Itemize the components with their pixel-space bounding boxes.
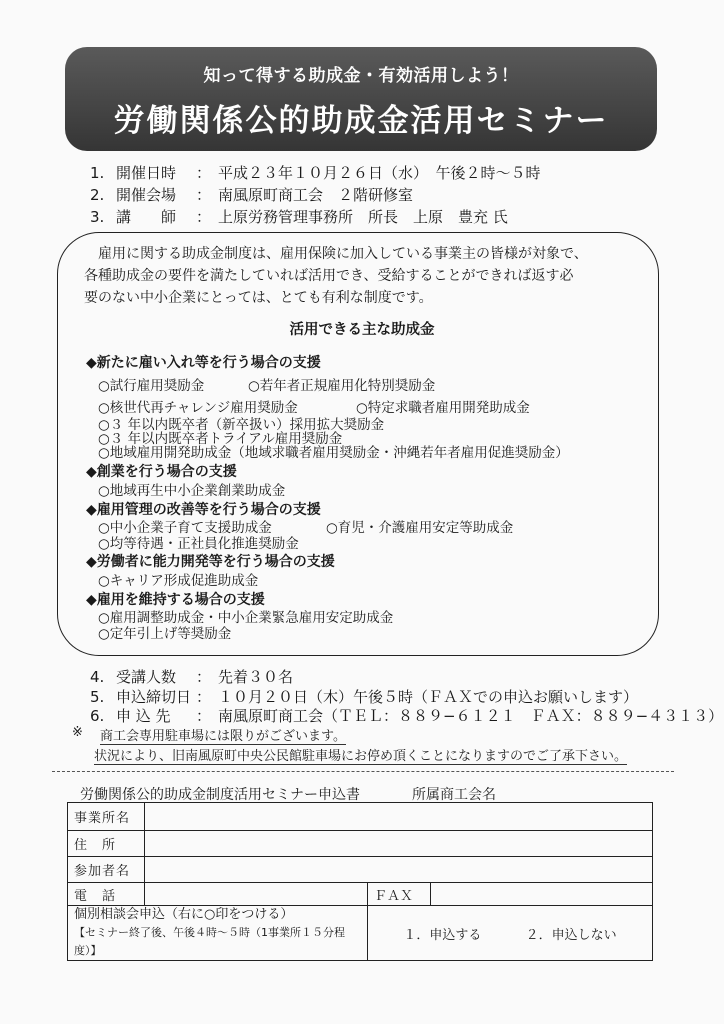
detail-apply-to: 6. 申 込 先 ： 南風原町商工会（ＴＥＬ：８８９−６１２１ ＦＡＸ：８８９−４３１３） — [90, 707, 724, 725]
category-heading: ◆雇用管理の改善等を行う場合の支援 — [86, 502, 321, 518]
detail-value: 上原労務管理事務所 所長 上原 豊充 氏 — [218, 208, 508, 226]
participant-field[interactable] — [145, 857, 653, 883]
banner-subtitle: 知って得する助成金・有効活用しよう！ — [203, 66, 519, 86]
detail-label: 講 師 — [116, 208, 177, 226]
consult-note: 【セミナー終了後、午後４時～５時（1事業所１５分程度）】 — [74, 926, 345, 957]
phone-label: 電 話 — [68, 883, 145, 906]
grant-item: ○地域雇用開発助成金（地域求職者雇用奨励金・沖縄若年者雇用促進奨励金） — [98, 445, 569, 461]
detail-label: 受講人数 — [116, 668, 177, 686]
detail-value: 南風原町商工会（ＴＥＬ：８８９−６１２１ ＦＡＸ：８８９−４３１３） — [218, 707, 724, 725]
address-label: 住 所 — [68, 831, 145, 857]
grant-item: ○特定求職者雇用開発助成金 — [356, 400, 530, 416]
detail-label: 開催会場 — [116, 186, 177, 204]
form-title: 労働関係公的助成金制度活用セミナー申込書 — [80, 787, 360, 803]
intro-line: 各種助成金の要件を満たしていれば活用でき、受給することができれば返す必 — [84, 268, 574, 284]
grant-item: ○中小企業子育て支援助成金 — [98, 520, 272, 536]
business-name-label: 事業所名 — [68, 803, 145, 831]
detail-venue: 2. 開催会場 ： 南風原町商工会 ２階研修室 — [90, 186, 414, 204]
detail-label: 申 込 先 — [116, 707, 171, 725]
form-affiliation: 所属商工会名 — [412, 787, 496, 803]
detail-date: 1. 開催日時 ： 平成２３年１０月２６日（水） 午後２時～５時 — [90, 164, 541, 182]
fax-label: ＦＡＸ — [368, 883, 431, 906]
participant-label: 参加者名 — [68, 857, 145, 883]
detail-capacity: 4. 受講人数 ： 先着３０名 — [90, 668, 294, 686]
option-apply[interactable]: １．申込する — [403, 927, 482, 943]
detail-value: 平成２３年１０月２６日（水） 午後２時～５時 — [218, 164, 541, 182]
detail-value: １０月２０日（木）午後５時（ＦＡＸでの申込お願いします） — [218, 688, 639, 706]
business-name-field[interactable] — [145, 803, 653, 831]
detail-deadline: 5. 申込締切日 ： １０月２０日（木）午後５時（ＦＡＸでの申込お願いします） — [90, 688, 639, 706]
note-mark: ※ — [72, 725, 83, 740]
detail-label: 開催日時 — [116, 164, 177, 182]
category-heading: ◆新たに雇い入れ等を行う場合の支援 — [86, 355, 321, 371]
grant-item: ○地域再生中小企業創業助成金 — [98, 483, 286, 499]
parking-note: 商工会専用駐車場には限りがございます。 — [100, 725, 346, 745]
grant-item: ○定年引上げ等奨励金 — [98, 626, 232, 642]
banner-title: 労働関係公的助成金活用セミナー — [113, 103, 609, 139]
grant-item: ○雇用調整助成金・中小企業緊急雇用安定助成金 — [98, 610, 394, 626]
detail-value: 先着３０名 — [218, 668, 294, 686]
fax-field[interactable] — [431, 883, 653, 906]
option-decline[interactable]: ２．申込しない — [525, 927, 617, 943]
category-heading: ◆雇用を維持する場合の支援 — [86, 592, 265, 608]
grant-item: ○３ 年以内既卒者トライアル雇用奨励金 — [98, 431, 343, 447]
grant-item: ○均等待遇・正社員化推進奨励金 — [98, 536, 299, 552]
parking-note-detail: 状況により、旧南風原町中央公民館駐車場にお停め頂くことになりますのでご了承下さい。 — [94, 745, 627, 765]
grant-item: ○育児・介護雇用安定等助成金 — [326, 520, 514, 536]
intro-line: 雇用に関する助成金制度は、雇用保険に加入している事業主の皆様が対象で、 — [98, 246, 588, 262]
grant-item: ○核世代再チャレンジ雇用奨励金 — [98, 400, 298, 416]
category-heading: ◆労働者に能力開発等を行う場合の支援 — [86, 554, 335, 570]
title-banner — [65, 47, 657, 151]
detail-label: 申込締切日 — [116, 688, 192, 706]
address-field[interactable] — [145, 831, 653, 857]
grants-title: 活用できる主な助成金 — [289, 322, 435, 338]
intro-line: 要のない中小企業にとっては、とても有利な制度です。 — [84, 290, 433, 306]
category-heading: ◆創業を行う場合の支援 — [86, 464, 237, 480]
grant-item: ○３ 年以内既卒者（新卒扱い）採用拡大奨励金 — [98, 417, 385, 433]
detail-lecturer: 3. 講 師 ： 上原労務管理事務所 所長 上原 豊充 氏 — [90, 208, 508, 226]
grant-item: ○若年者正規雇用化特別奨励金 — [248, 378, 436, 394]
consult-label: 個別相談会申込（右に○印をつける） — [74, 907, 294, 922]
grant-item: ○試行雇用奨励金 — [98, 378, 205, 394]
phone-field[interactable] — [145, 883, 368, 906]
application-form — [67, 802, 653, 961]
detail-value: 南風原町商工会 ２階研修室 — [218, 186, 414, 204]
cut-line — [52, 771, 674, 772]
grant-item: ○キャリア形成促進助成金 — [98, 573, 259, 589]
